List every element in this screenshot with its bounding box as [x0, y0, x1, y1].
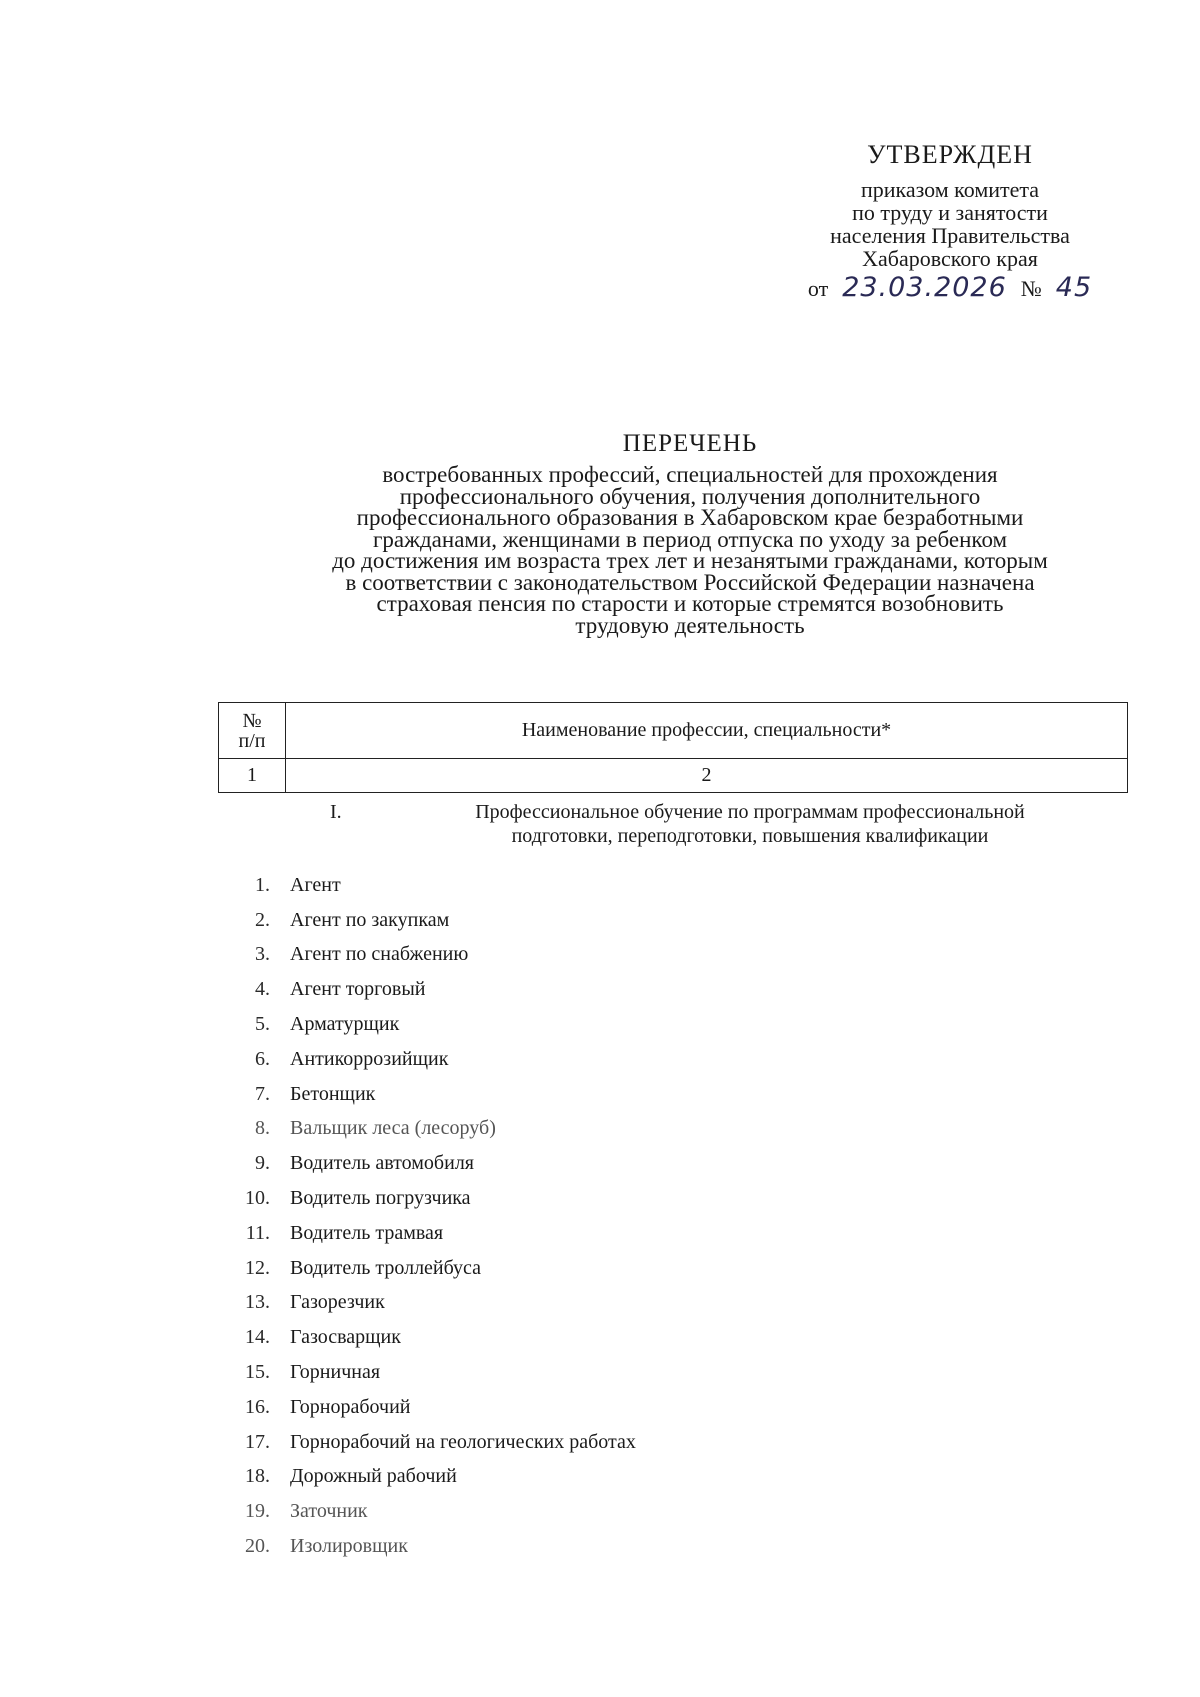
item-number: 6. — [255, 1047, 270, 1070]
item-number: 8. — [255, 1117, 270, 1140]
list-item — [220, 1042, 636, 1077]
list-item — [220, 1146, 636, 1181]
item-name: Заточник — [290, 1500, 368, 1523]
item-number: 16. — [245, 1395, 270, 1418]
item-number: 4. — [255, 978, 270, 1001]
item-number: 14. — [245, 1326, 270, 1349]
section-title — [400, 800, 1100, 848]
item-number: 12. — [245, 1256, 270, 1279]
item-name: Изолировщик — [290, 1535, 408, 1558]
item-name: Газорезчик — [290, 1291, 385, 1314]
profession-list — [220, 868, 636, 1564]
item-number: 15. — [245, 1361, 270, 1384]
subtitle-line: до достижения им возраста трех лет и незанятыми гражданами, которым — [332, 548, 1048, 573]
list-item — [220, 1181, 636, 1216]
item-number: 7. — [255, 1082, 270, 1105]
approval-block — [780, 140, 1120, 303]
approval-heading: УТВЕРЖДЕН — [867, 140, 1033, 169]
item-name: Водитель трамвая — [290, 1221, 444, 1244]
list-item — [220, 1007, 636, 1042]
list-item — [220, 1355, 636, 1390]
document-subtitle — [250, 464, 1130, 636]
list-item — [220, 1390, 636, 1425]
item-name: Газосварщик — [290, 1326, 401, 1349]
subtitle-line: профессионального обучения, получения дополнительного — [399, 483, 981, 509]
document-title-block — [250, 430, 1130, 636]
approval-line: по труду и занятости — [852, 200, 1048, 225]
list-item — [220, 1320, 636, 1355]
order-date: 23.03.2026 — [842, 272, 1007, 303]
approval-line: Хабаровского края — [862, 246, 1038, 271]
subtitle-line: востребованных профессий, специальностей для прохождения — [382, 462, 998, 487]
item-name: Агент — [290, 873, 341, 896]
subtitle-line: трудовую деятельность — [575, 612, 805, 638]
section-heading — [330, 800, 1110, 848]
list-item — [220, 1077, 636, 1112]
col1-header-line1: № — [242, 709, 262, 732]
list-item — [220, 868, 636, 903]
subtitle-line: гражданами, женщинами в период отпуска по уходу за ребенком — [372, 526, 1008, 552]
item-name: Вальщик леса (лесоруб) — [290, 1117, 496, 1140]
item-name: Горничная — [290, 1361, 381, 1384]
list-item — [220, 1529, 636, 1564]
approval-line: приказом комитета — [860, 177, 1040, 202]
item-number: 5. — [255, 1013, 270, 1036]
date-prefix: от — [807, 276, 829, 301]
list-item — [220, 903, 636, 938]
table-index-row — [219, 759, 1128, 793]
item-name: Агент по снабжению — [290, 943, 469, 966]
approval-line: населения Правительства — [830, 223, 1070, 248]
item-number: 2. — [255, 908, 270, 931]
item-name: Агент по закупкам — [290, 908, 450, 931]
item-number: 10. — [245, 1187, 270, 1210]
col2-header: Наименование профессии, специальности* — [286, 703, 1128, 759]
subtitle-line: страховая пенсия по старости и которые стремятся возобновить — [376, 591, 1004, 616]
item-name: Водитель автомобиля — [290, 1152, 474, 1175]
subtitle-line: в соответствии с законодательством Российской Федерации назначена — [345, 569, 1035, 595]
item-number: 18. — [245, 1465, 270, 1488]
item-name: Антикоррозийщик — [290, 1047, 449, 1070]
item-name: Горнорабочий — [290, 1395, 411, 1418]
item-name: Агент торговый — [290, 978, 426, 1001]
list-item — [220, 938, 636, 973]
item-number: 17. — [245, 1430, 270, 1453]
list-item — [220, 1112, 636, 1147]
section-number: I. — [330, 801, 342, 823]
list-item — [220, 1216, 636, 1251]
item-number: 9. — [255, 1152, 270, 1175]
list-item — [220, 972, 636, 1007]
item-name: Бетонщик — [290, 1082, 376, 1105]
header-table — [218, 702, 1128, 793]
col1-header — [219, 703, 286, 759]
item-number: 13. — [245, 1291, 270, 1314]
col2-index: 2 — [286, 759, 1128, 793]
number-prefix: № — [1020, 276, 1042, 301]
list-item — [220, 1251, 636, 1286]
item-name: Горнорабочий на геологических работах — [290, 1430, 636, 1453]
item-number: 19. — [245, 1500, 270, 1523]
col1-header-line2: п/п — [238, 729, 266, 752]
list-item — [220, 1425, 636, 1460]
subtitle-line: профессионального образования в Хабаровском крае безработными — [356, 505, 1024, 530]
item-number: 1. — [255, 873, 270, 896]
document-title: ПЕРЕЧЕНЬ — [622, 430, 758, 457]
section-title-line: Профессиональное обучение по программам профессиональной — [475, 801, 1025, 823]
list-item — [220, 1460, 636, 1495]
item-name: Дорожный рабочий — [290, 1465, 457, 1488]
item-name: Водитель троллейбуса — [290, 1256, 482, 1279]
list-item — [220, 1494, 636, 1529]
item-number: 20. — [245, 1535, 270, 1558]
list-item — [220, 1286, 636, 1321]
item-number: 11. — [245, 1221, 270, 1244]
col1-index: 1 — [219, 759, 286, 793]
item-number: 3. — [255, 943, 270, 966]
item-name: Водитель погрузчика — [290, 1187, 471, 1210]
table-header-row — [219, 703, 1128, 759]
order-date-number — [780, 272, 1120, 303]
item-name: Арматурщик — [290, 1013, 400, 1036]
section-title-line: подготовки, переподготовки, повышения квалификации — [511, 825, 989, 847]
order-number: 45 — [1055, 272, 1093, 303]
